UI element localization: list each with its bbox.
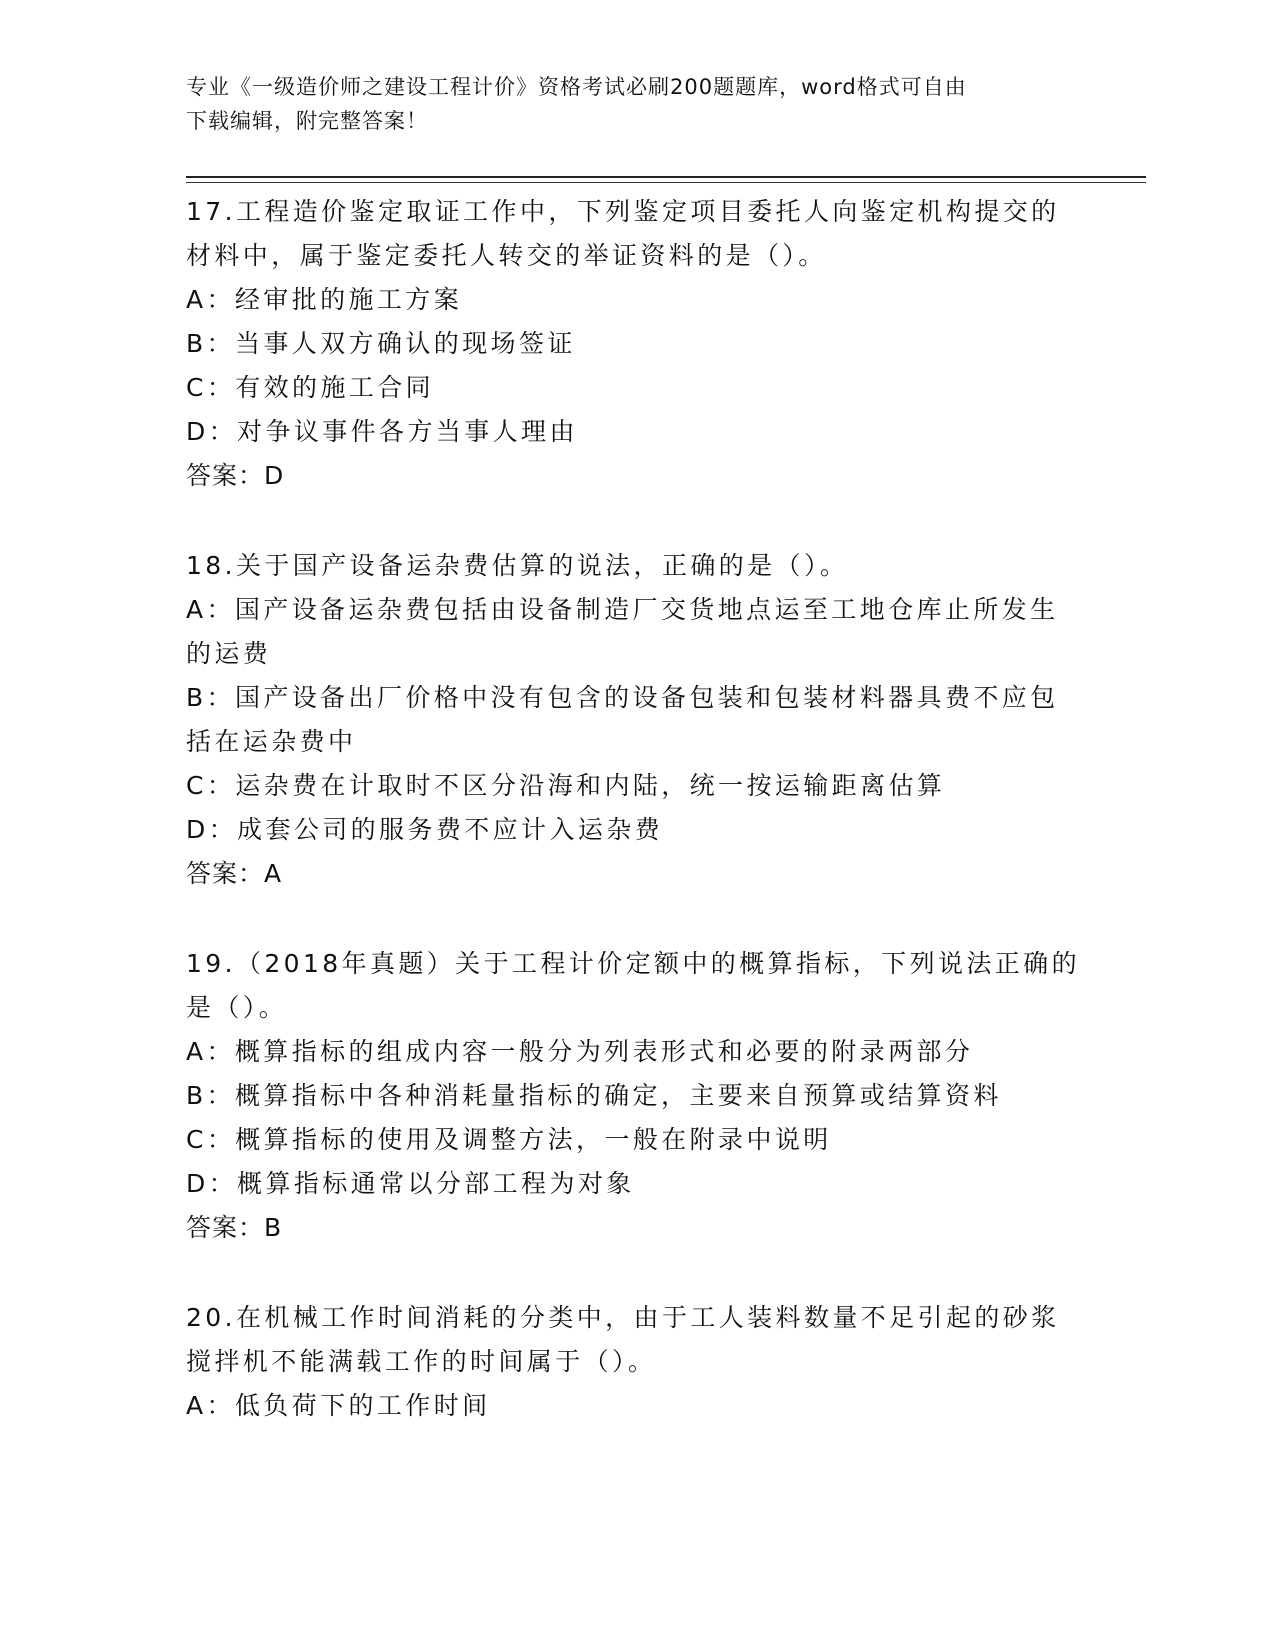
option-c: C：概算指标的使用及调整方法，一般在附录中说明 xyxy=(186,1125,832,1154)
option-d: D：成套公司的服务费不应计入运杂费 xyxy=(186,815,664,844)
option-a: A：国产设备运杂费包括由设备制造厂交货地点运至工地仓库止所发生 xyxy=(186,595,1059,624)
option-a-continued: 的运费 xyxy=(186,639,272,668)
question-stem-line: 材料中，属于鉴定委托人转交的举证资料的是（）。 xyxy=(186,241,827,270)
option-a: A：概算指标的组成内容一般分为列表形式和必要的附录两部分 xyxy=(186,1037,974,1066)
question-list xyxy=(186,190,1086,1474)
header-rule-thick xyxy=(186,176,1146,178)
option-c: C：运杂费在计取时不区分沿海和内陆，统一按运输距离估算 xyxy=(186,771,946,800)
document-intro xyxy=(186,70,1066,138)
question-stem-line: 18.关于国产设备运杂费估算的说法，正确的是（）。 xyxy=(186,551,849,580)
option-b-continued: 括在运杂费中 xyxy=(186,727,357,756)
option-d: D：对争议事件各方当事人理由 xyxy=(186,417,578,446)
option-c: C：有效的施工合同 xyxy=(186,373,435,402)
question-stem-line: 是（）。 xyxy=(186,993,288,1022)
question-17 xyxy=(186,190,1086,498)
header-rule-thin xyxy=(186,182,1146,183)
answer-line: 答案：D xyxy=(186,461,285,490)
option-b: B：概算指标中各种消耗量指标的确定，主要来自预算或结算资料 xyxy=(186,1081,1002,1110)
question-18 xyxy=(186,544,1086,896)
option-b: B：当事人双方确认的现场签证 xyxy=(186,329,576,358)
intro-line-2: 下载编辑，附完整答案！ xyxy=(186,109,428,133)
question-stem-line: 19.（2018年真题）关于工程计价定额中的概算指标，下列说法正确的 xyxy=(186,949,1080,978)
question-20 xyxy=(186,1296,1086,1428)
question-stem-line: 17.工程造价鉴定取证工作中，下列鉴定项目委托人向鉴定机构提交的 xyxy=(186,197,1060,226)
answer-line: 答案：A xyxy=(186,859,283,888)
question-stem-line: 20.在机械工作时间消耗的分类中，由于工人装料数量不足引起的砂浆 xyxy=(186,1303,1060,1332)
intro-line-1: 专业《一级造价师之建设工程计价》资格考试必刷200题题库，word格式可自由 xyxy=(186,75,967,99)
answer-line: 答案：B xyxy=(186,1213,283,1242)
option-a: A：低负荷下的工作时间 xyxy=(186,1391,491,1420)
option-d: D：概算指标通常以分部工程为对象 xyxy=(186,1169,635,1198)
question-stem-line: 搅拌机不能满载工作的时间属于（）。 xyxy=(186,1347,657,1376)
option-a: A：经审批的施工方案 xyxy=(186,285,463,314)
question-19 xyxy=(186,942,1086,1250)
option-b: B：国产设备出厂价格中没有包含的设备包装和包装材料器具费不应包 xyxy=(186,683,1059,712)
